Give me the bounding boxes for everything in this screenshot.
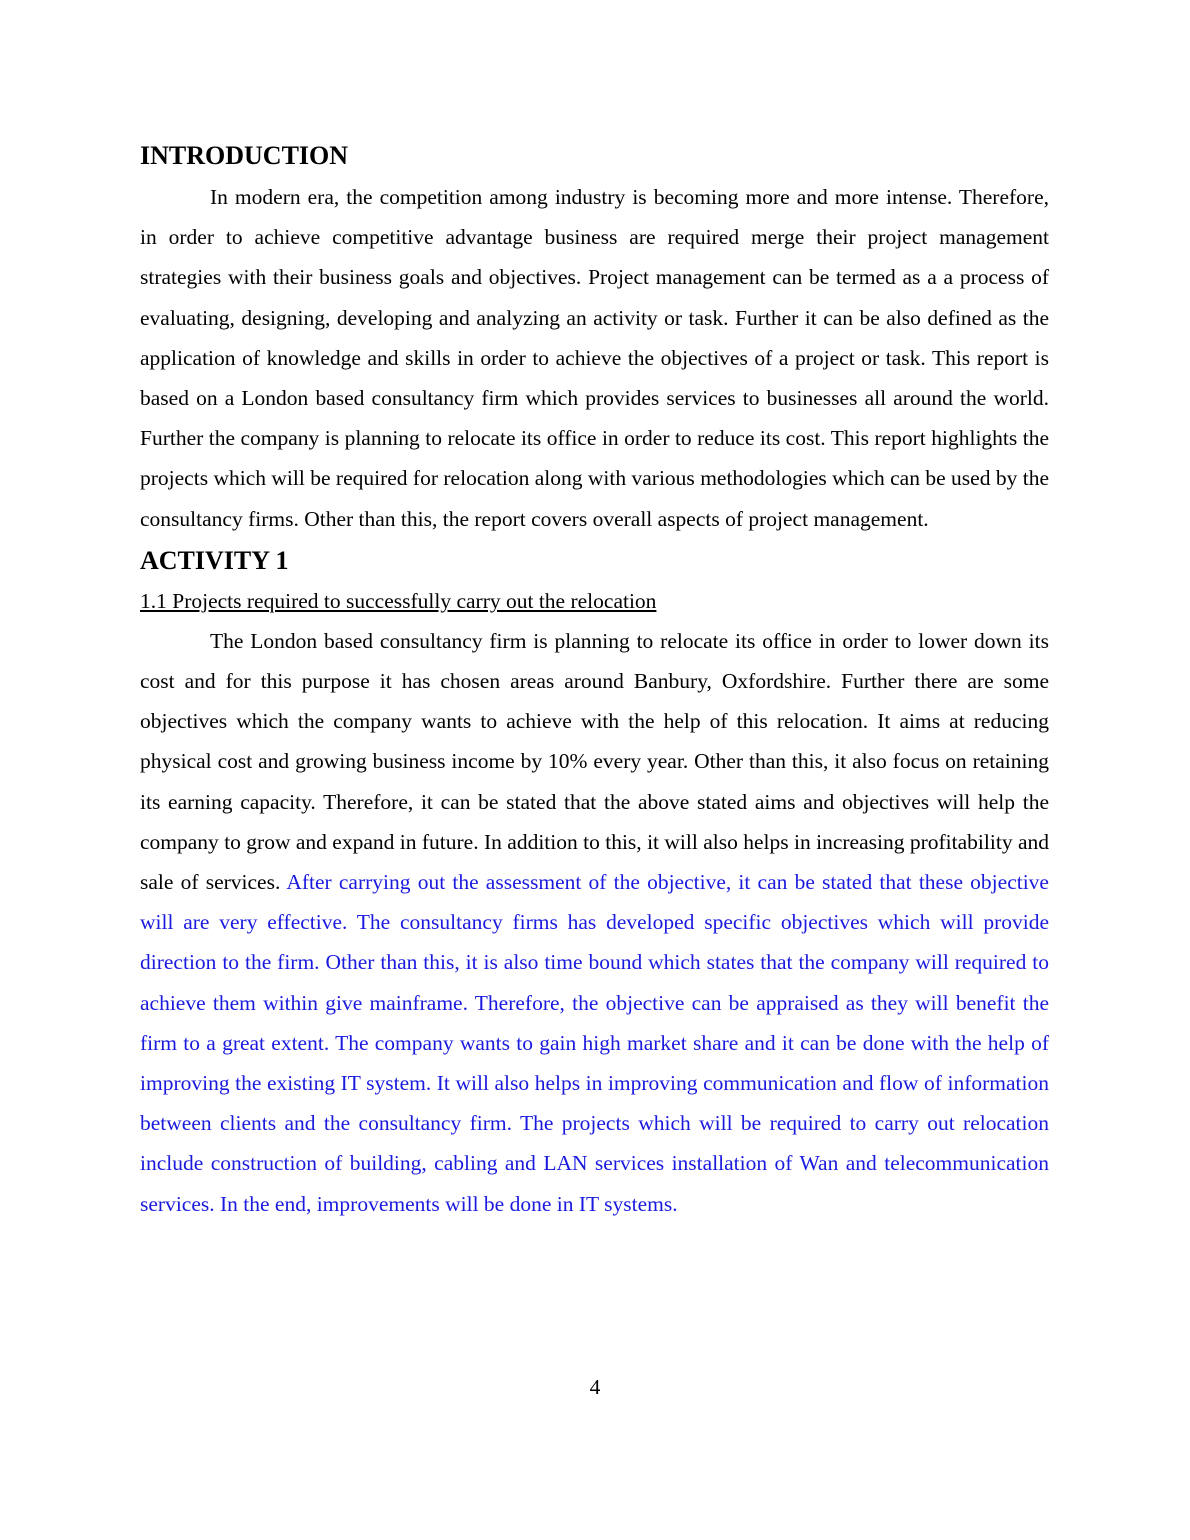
section-1-1-subheading: 1.1 Projects required to successfully carry out the relocation xyxy=(140,588,657,613)
activity-1-paragraph xyxy=(140,621,1049,1224)
introduction-paragraph: In modern era, the competition among industry is becoming more and more intense. Therefore, in order to achieve competitive advantage business are required merge their project management strategies with their business goals and objectives. Project management can be termed as a a process of evaluating, designing, developing and analyzing an activity or task. Further it can be also defined as the application of knowledge and skills in order to achieve the objectives of a project or task. This report is based on a London based consultancy firm which provides services to businesses all around the world. Further the company is planning to relocate its office in order to reduce its cost. This report highlights the projects which will be required for relocation along with various methodologies which can be used by the consultancy firms. Other than this, the report covers overall aspects of project management. xyxy=(140,185,1049,531)
activity-1-paragraph-text: The London based consultancy firm is planning to relocate its office in order to lower down its cost and for this purpose it has chosen areas around Banbury, Oxfordshire. Further there are some objectives which the company wants to achieve with the help of this relocation. It aims at reducing physical cost and growing business income by 10% every year. Other than this, it also focus on retaining its earning capacity. Therefore, it can be stated that the above stated aims and objectives will help the company to grow and expand in future. In addition to this, it will also helps in increasing profitability and sale of services. xyxy=(140,628,1049,895)
document-page xyxy=(140,138,1049,1224)
activity-1-heading: ACTIVITY 1 xyxy=(140,545,289,575)
page-number: 4 xyxy=(589,1375,601,1399)
activity-1-highlighted-text: After carrying out the assessment of the objective, it can be stated that these objective will are very effective. The consultancy firms has developed specific objectives which will provide direction to the firm. Other than this, it is also time bound which states that the company will required to achieve them within give mainframe. Therefore, the objective can be appraised as they will benefit the firm to a great extent. The company wants to gain high market share and it can be done with the help of improving the existing IT system. It will also helps in improving communication and flow of information between clients and the consultancy firm. The projects which will be required to carry out relocation include construction of building, cabling and LAN services installation of Wan and telecommunication services. In the end, improvements will be done in IT systems. xyxy=(140,870,1049,1216)
introduction-heading: INTRODUCTION xyxy=(140,141,349,170)
